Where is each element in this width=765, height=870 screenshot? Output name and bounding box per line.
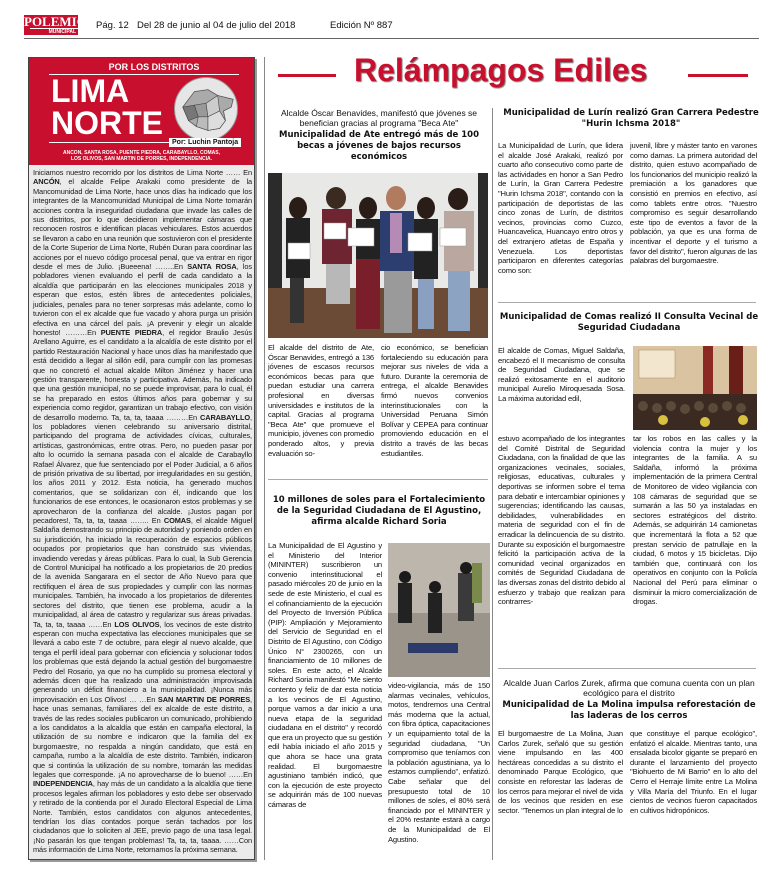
group-photo-icon: [268, 173, 488, 338]
lima-norte-banner: [29, 58, 254, 165]
agustino-body-col1: La Municipalidad de El Agustino y el Ministerio del Interior (MININTER) suscribieron un convenio interinstitucional el pasado miércoles 20 de junio en la sede de este Ministerio, el cual es el cofinanciamiento de la ejecución del Proyecto de Inversión Pública (PIP): Ampliación y Mejoramiento del Servicio de Seguridad en el Distrito de El Agustino, con Código Único N° 2300265, con un financiamiento de 10 millones de soles. En este acto, el Alcalde Richard Soria manifestó "Me siento contento y feliz de dar esta noticia a los vecinos de El Agustino, porque vamos a dar inicio a una nueva etapa de la seguridad ciudadana en el distrito" y recordó que era un proyecto que su gestión edil había iniciado el año 2015 y que ahora se hace una grata realidad. El burgomaestre agustiniano también indicó, que con la ejecución de este proyecto se adquirirán más de 100 nuevas cámaras de: [268, 541, 382, 810]
police-photo-icon: [388, 543, 490, 677]
banner-title-lima: LIMA: [51, 73, 130, 109]
molina-body-col1: El burgomaestre de La Molina, Juan Carlos Zurek, señaló que su gestión viene impulsando en las 400 hectáreas concedidas a su distrito el denominado Parque Ecológico, que consiste en reforestar las laderas de los cerros para mejorar el nivel de vida de los vecinos que residen en ese sector. "Tenemos un plan integral de lo: [498, 729, 623, 815]
column-text-segment: Iniciamos nuestro recorrido por los distritos de Lima Norte …… En: [33, 168, 252, 177]
section-header: [268, 50, 765, 90]
section-title: Relámpagos Ediles: [354, 52, 648, 88]
publication-logo: [24, 14, 96, 35]
district-list-line: LOS OLIVOS, SAN MARTIN DE PORRES, INDEPENDENCIA.: [70, 156, 213, 162]
banner-tagline: POR LOS DISTRITOS: [108, 62, 200, 72]
molina-headline: Municipalidad de La Molina impulsa reforestación de las laderas de los cerros: [502, 700, 756, 721]
column-text-segment: , el regidor Braulio Jesús Arellano Aguirre, es el candidato a la alcaldía de este distrito por el partido Restauración Nacional y hace unos días ha manifestado que está decidido a llegar al sillón edil, para cumplir con las promesas que no concretó el actual alcalde Milton Jiménez y hacer una gestión transparente, honesta y participativa. Además, ha indicado que una gestión municipal, no se puede improvisar, para lo cual, él se ha preparado en estos últimos años para gobernar y su experiencia como regidor, garantizan un trabajo efectivo, con visión de desarrollo moderno. Ta, ta, ta, taaaa ………En: [33, 327, 252, 422]
title-bar-right: [688, 74, 748, 77]
column-text-segment: , los pobladores vienen evaluando el perfil de cada candidato a la alcaldía que participarán en las elecciones municipales 2018 y esperan que estos, estén libres de antecedentes policiales, judiciales, penales para no tener sorpresas más adelante, como lo tuvieron con el ex alcalde que fue vacado y ahora purga un prisión efectiva en una cárcel del país. ¡A prevenir y elegir un alcalde honesto! ………En: [33, 262, 252, 337]
map-icon: [174, 77, 238, 141]
column-text-segment: , los vecinos de este distrito esperan con mucha expectativa las elecciones municipales que se llevará a cabo este 7 de octubre, para elegir al nuevo alcalde, que tenga el perfil ideal para gobernar con eficiencia y solucionar todos los problemas que está dejando la actual gestión del burgomaestre Pedro del Rosario, ya que no ha cumplido su promesa electoral y además dicen que ha realizado una administración improvisada generando un déficit financiero a la municipalidad. ¡Nunca más improvisación en Los Olivos! … …En: [33, 619, 252, 704]
district-name: PUENTE PIEDRA: [100, 327, 163, 337]
district-list-line: ANCON, SANTA ROSA, PUENTE PIEDRA, CARABAYLLO, COMAS,: [62, 150, 221, 156]
comas-body-col1a: El alcalde de Comas, Miguel Saldaña, encabezó el II mecanismo de consulta de Seguridad Ciudadana, que se realizó exitosamente en el auditorio municipal Aurelio Miroquesada Sosa. La máxima autoridad edil,: [498, 346, 625, 403]
column-divider: [264, 57, 265, 860]
article-divider: [498, 302, 756, 303]
title-bar-left: [278, 74, 336, 77]
auditorium-photo-icon: [633, 346, 757, 430]
page-number: Pág. 12: [96, 20, 129, 31]
district-name: SAN MARTIN DE PORRES: [157, 694, 251, 704]
ate-kicker: Alcalde Óscar Benavides, manifestó que jóvenes se benefician gracias al programa "Beca Ate": [280, 108, 478, 128]
district-name: COMAS: [163, 516, 191, 526]
lurin-body-col2: juvenil, libre y máster tanto en varones como damas. La primera autoridad del distrito, quien estuvo acompañado de los funcionarios del municipio realizó la premiación a los ganadores que consistió en premios en efectivo, así como tablets entre otros. "Nuestro compromiso es seguir desarrollando este tipo de eventos a favor de la población, ya que es una forma de incentivar el deporte y el turismo a favor del distrito", fueron algunas de las palabras del burgomaestre.: [630, 141, 757, 266]
logo-bottom: MUNICIPAL: [30, 28, 78, 35]
column-text-segment: , hace unas semanas, familiares del ex alcalde de este distrito, a través de las redes sociales publicaron un comunicado, prohibiendo a los candidatos a la alcaldía que están en campaña electoral, la utilización de su nombre e indicaron que la familia del ex burgomaestre, no respalda a ningún candidato, que está en campaña, rumbo a la alcaldía de este distrito. También, indicaron que si continúa la utilización de su nombre, tomarán las medidas legales que corresponde. ¡A no aprovecharse de lo bueno! ……En: [33, 694, 253, 779]
molina-body-col2: que constituye el parque ecológico", enfatizó el alcalde. Mientras tanto, una ensalada bicolor gigante se preparó en durante el lanzamiento del proyecto "Biohuerto de Mi Barrio" en lo alto del Cerro el Herraje límite entre La Molina y Villa María del Triunfo. En el lugar cientos de vecinos fueron capacitados en cultivos hidropónicos.: [630, 729, 757, 815]
column-text-segment: , hay más de un candidato a la alcaldía que tiene procesos legales afirman los pobladores y esto debe ser observado y retirado de la contienda por el Jurado Electoral Especial de Lima Norte. También, estos candidatos con algunos antecedentes, tendrían los días contados porque serán tachados por los ciudadanos que lo soliciten al JEE, previo pago de una tasa legal. ¡No pasarán los que tengan problemas! Ta, ta, ta, taaaa. ……Con más información de Lima Norte, retornamos la próxima semana.: [33, 779, 252, 855]
ate-headline: Municipalidad de Ate entregó más de 100 becas a jóvenes de bajos recursos económicos: [279, 130, 479, 162]
column-text-segment: , el alcalde Miguel Saldaña demostrando su principio de autoridad y poniendo orden en su jurisdicción, ha iniciado la recuperación de espacios públicos ocupados por propietarios que han construido sus viviendas, invadiendo veredas y áreas públicas. Para lo cual, la Sub Gerencia de Control Municipal ha notificado a los propietarios de 20 predios de la avenida Sangarara en el sector de Año Nuevo para que rectifiquen el área de sus propiedades y cumplir con las normas municipales. También, ha invocado a los propietarios de diferentes sectores del distrito, que tienen ese problema, acudir a la municipalidad, al área de catastro y regularizar sus áreas privadas. Ta, ta, ta, taaaa ……En: [33, 516, 252, 629]
banner-rule-bottom: [49, 142, 169, 143]
article-divider: [498, 668, 756, 669]
lima-norte-text: [33, 168, 252, 855]
lima-norte-column: [28, 57, 255, 860]
district-name: CARABAYLLO: [199, 412, 251, 422]
lurin-body-col1: La Municipalidad de Lurín, que lidera el alcalde José Arakaki, realizó por cuarto año consecutivo como parte de las actividades en honor a San Pedro de Lurín, la Gran Carrera Pedestre "Hurin Ichsma 2018", contando con la participación de deportistas de las cinco zonas de Lurín, de distritos vecinos, provincias como Cuzco, Huancavelica, Huancayo entro otros y del extranjero atletas de España y Venezuela. Los deportistas participaron en diferentes categorías como son:: [498, 141, 623, 275]
district-name: SANTA ROSA: [187, 262, 237, 272]
banner-title-norte: NORTE: [51, 105, 163, 141]
agustino-body-col2: video-vigilancia, más de 150 alarmas vecinales, vehículos, motos, tendremos una Central más moderna que la actual, con fibra óptica, capacitaciones y un equipamiento total de la seguridad ciudadana, "Un compromiso que teníamos con la población agustiniana, ya lo estamos cumpliendo", enfatizó. Cabe señalar que del presupuesto total de 10 millones de soles, el 80% será financiado por el MININTER y el 20% restante estará a cargo de la Municipalidad de El Agustino.: [388, 681, 490, 844]
lurin-headline: Municipalidad de Lurín realizó Gran Carrera Pedestre "Hurin Ichsma 2018": [503, 108, 759, 129]
district-name: ANCÓN: [33, 177, 60, 187]
comas-body-col2: tar los robos en las calles y la violencia contra la mujer y los integrantes de la familia. A su Saldaña, informó la próxima implementación de la primera Central de Monitoreo de video vigilancia con 108 cámaras de seguridad que se sumarán a las 50 ya instaladas en sectores estratégicos del distrito. Además, se adquirirán 14 camionetas que incrementará la flota a 52 que prestan servicio de patrullaje en la ciudad, 6 motos y 15 bicicletas. Dijo también que, continuará con los operativos en conjunto con la Policía Nacional del Perú para eliminar o disminuir la micro comercialización de drogas.: [633, 434, 757, 607]
district-list: [29, 150, 254, 162]
column-text-segment: , los pobladores vienen celebrando su aniversario distrital, participando del programa de actividades cívicas, culturales, artísticas, gastronómicas, entre otras. Pero, no pueden pasar por alto lo ocurrido la semana pasada con el alcalde de Carabayllo Rafael Álvarez, que fue sentenciado por el Poder Judicial, a 6 años de prisión privativa de su libertad, por irregularidades en su gestión, los años 2011 y 2012. Esta noticia, ha generado muchos comentarios, que se solidarizan con él, indicando que los funcionarios de ese entonces, le ocasionaron estos problemas y se aprovecharon de la confianza del alcalde. ¡Justos pagan por pecadores!, Ta, ta, ta, taaaa …….. En: [33, 412, 252, 526]
logo-top: POLEMICA: [24, 14, 96, 29]
molina-kicker: Alcalde Juan Carlos Zurek, afirma que comuna cuenta con un plan ecológico para el distrito: [503, 678, 755, 698]
ate-body-col1: El alcalde del distrito de Ate, Óscar Benavides, entregó a 136 jóvenes de escasos recursos económicos becas para que puedan estudiar una carrera profesional en diversas universidades e institutos de la capital. Gracias al programa "Beca Ate" que promueve el municipio, jóvenes con promedio ponderado altos, y previa evaluación so-: [268, 343, 374, 458]
article-divider: [268, 479, 488, 480]
comas-headline: Municipalidad de Comas realizó II Consulta Vecinal de Seguridad Ciudadana: [499, 312, 759, 333]
ate-body-col2: cio económico, se benefician fortaleciendo su educación para mejorar sus niveles de vida a futuro. Durante la ceremonia de entrega, el alcalde Benavides firmó nuevos convenios interinstitucionales con la Universidad Peruana Simón Bolívar y CEPEA para continuar promoviendo educación en el distrito a través de las becas estudiantiles.: [381, 343, 488, 458]
comas-body-col1b: estuvo acompañado de los integrantes del Comité Distrital de Seguridad Ciudadana, con la finalidad de que las organizaciones vecinales, sociales, religiosas, educativas, culturales y deportivas se informen sobre el tema para debatir e intercambiar opiniones y sugerencias; identificando las causas, debilidades, vulnerabilidades en materia de seguridad con el fin de erradicar la delincuencia de su distrito. Durante su exposición el burgomaestre felicitó la participación activa de la comunidad vecinal organizados en comités de Seguridad Ciudadana de las diversas zonas del distrito debido al esfuerzo y trabajo que realizan para contrarres-: [498, 434, 625, 607]
column-divider: [492, 108, 493, 860]
column-text-segment: , el alcalde Felipe Arakaki como presidente de la Mancomunidad de Lima Norte, hace unos días ha indicado que los integrantes de la Mancomunidad Municipal de Lima Norte tomarán acciones contra la inseguridad ciudadana que invade las calles de sus distritos, por lo que decidieron implementar cámaras que reconocen rostros e identifican placas vehiculares. Estos acuerdos se llevaron a cabo en una reunión que sostuvieron con el presidente de la Corte Superior de Lima Norte, Rubén Duran para coordinar las acciones por el nuevo código procesal penal, que va entrar en rigor desde el mes de Julio. ¡Bueeena! ……..En: [33, 177, 252, 272]
district-name: LOS OLIVOS: [114, 619, 160, 629]
header-rule: [24, 38, 759, 39]
column-author: Por: Luchin Pantoja: [169, 138, 241, 147]
issue-dates: Del 28 de junio al 04 de julio del 2018: [137, 20, 296, 31]
agustino-headline: 10 millones de soles para el Fortalecimiento de la Seguridad Ciudadana de El Agustino, afirma alcalde Richard Soria: [272, 495, 486, 527]
district-name: INDEPENDENCIA: [33, 779, 93, 789]
edition-number: Edición Nº 887: [330, 20, 393, 31]
